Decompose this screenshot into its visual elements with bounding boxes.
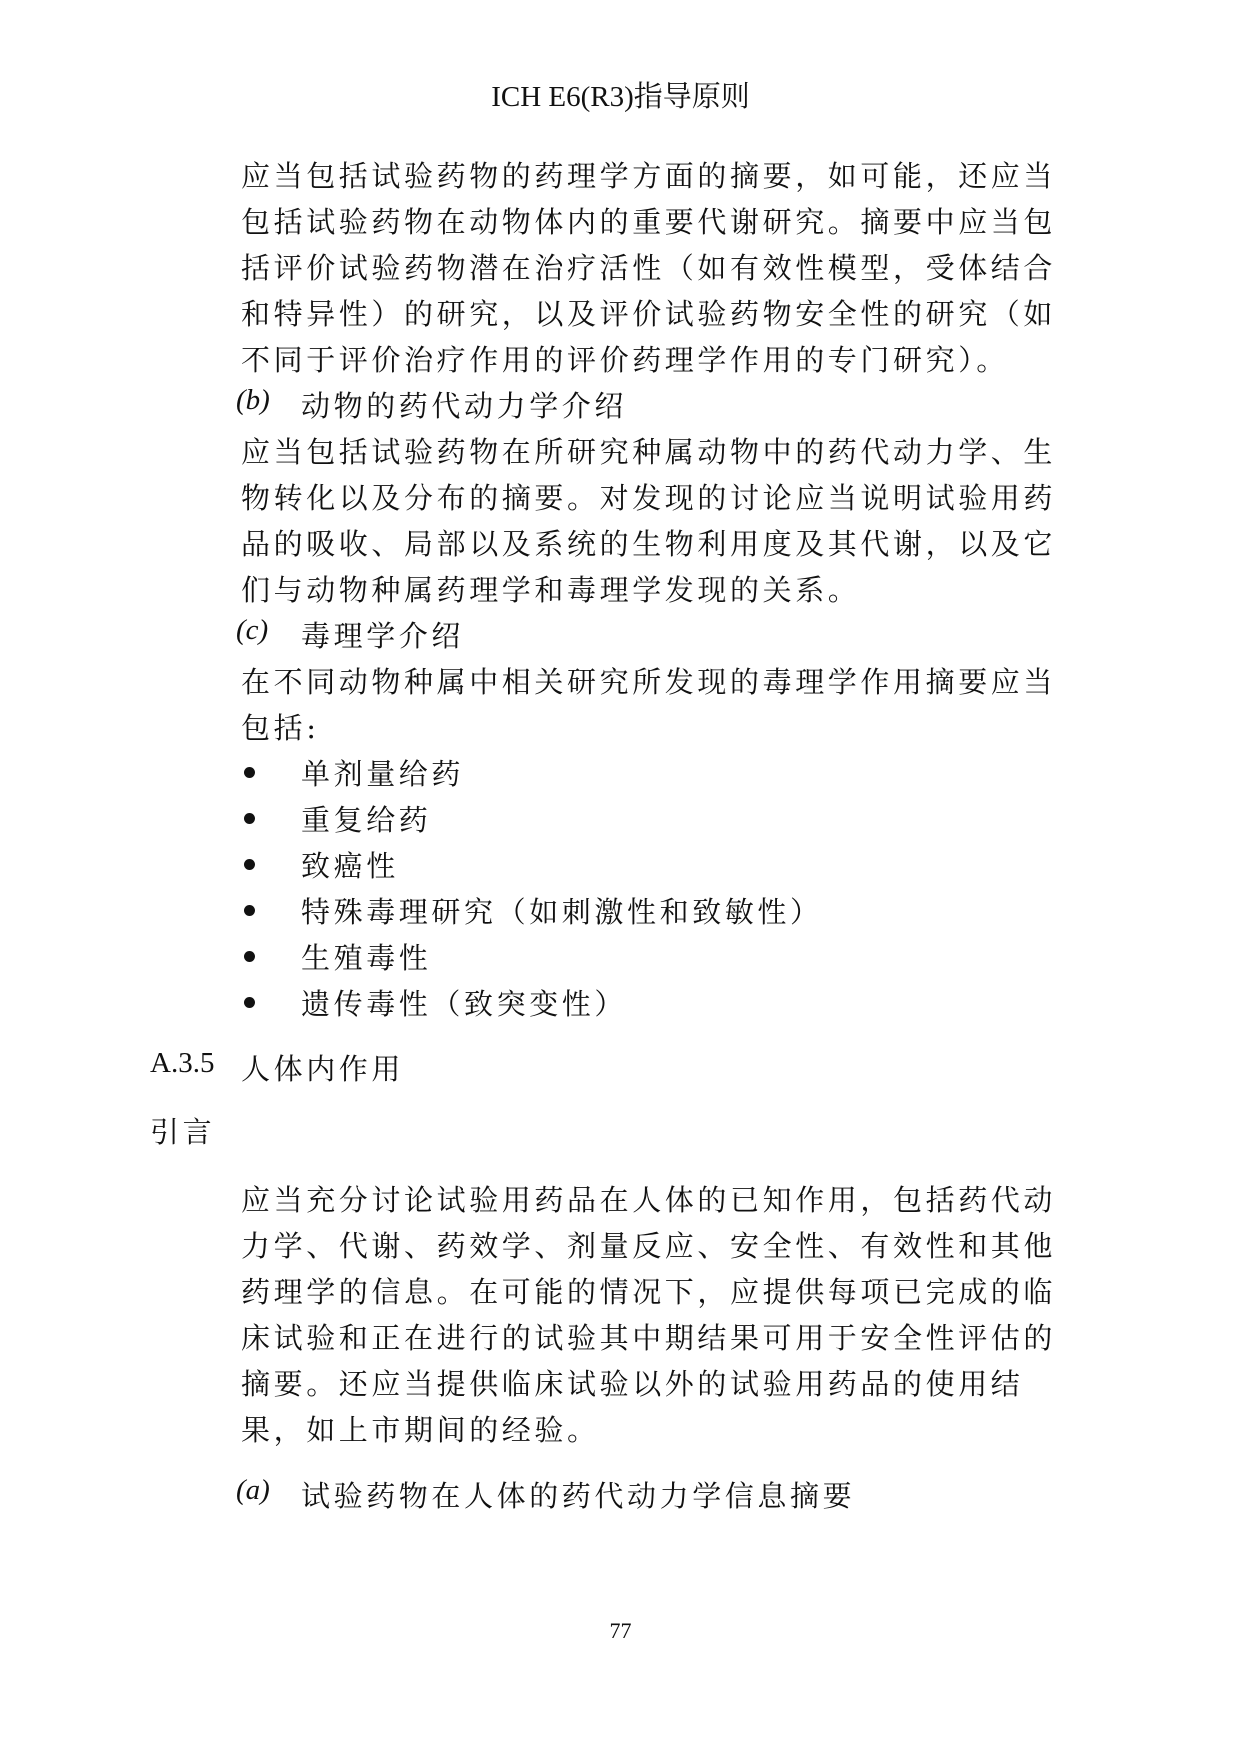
list-item: 单剂量给药	[301, 757, 465, 791]
list-item: 特殊毒理研究（如刺激性和致敏性）	[301, 895, 823, 929]
page-number: 77	[609, 1618, 632, 1643]
paragraph-line: 括评价试验药物潜在治疗活性（如有效性模型，受体结合	[241, 251, 1057, 285]
bullet-icon	[244, 813, 255, 824]
list-item: 遗传毒性（致突变性）	[301, 987, 628, 1021]
bullet-icon	[244, 997, 255, 1008]
subsection-a-label: (a)	[236, 1474, 270, 1506]
paragraph-line: 和特异性）的研究，以及评价试验药物安全性的研究（如	[241, 297, 1057, 331]
section-number: A.3.5	[150, 1047, 215, 1079]
paragraph-line: 包括:	[241, 711, 320, 745]
bullet-icon	[244, 767, 255, 778]
subsection-c-label: (c)	[236, 614, 269, 646]
subsection-b-title: 动物的药代动力学介绍	[301, 389, 628, 423]
intro-heading: 引言	[150, 1115, 216, 1149]
paragraph-line: 应当包括试验药物在所研究种属动物中的药代动力学、生	[241, 435, 1057, 469]
document-header: ICH E6(R3)指导原则	[491, 81, 750, 113]
paragraph-line: 们与动物种属药理学和毒理学发现的关系。	[241, 573, 861, 607]
paragraph-line: 包括试验药物在动物体内的重要代谢研究。摘要中应当包	[241, 205, 1057, 239]
paragraph-line: 药理学的信息。在可能的情况下，应提供每项已完成的临	[241, 1275, 1057, 1309]
list-item: 重复给药	[301, 803, 432, 837]
list-item: 生殖毒性	[301, 941, 432, 975]
paragraph-line: 床试验和正在进行的试验其中期结果可用于安全性评估的	[241, 1321, 1057, 1355]
subsection-c-title: 毒理学介绍	[301, 619, 465, 653]
paragraph-line: 在不同动物种属中相关研究所发现的毒理学作用摘要应当	[241, 665, 1057, 699]
bullet-icon	[244, 951, 255, 962]
bullet-icon	[244, 859, 255, 870]
paragraph-line: 力学、代谢、药效学、剂量反应、安全性、有效性和其他	[241, 1229, 1057, 1263]
paragraph-line: 不同于评价治疗作用的评价药理学作用的专门研究）。	[241, 343, 1009, 377]
paragraph-line: 应当包括试验药物的药理学方面的摘要，如可能，还应当	[241, 159, 1057, 193]
list-item: 致癌性	[301, 849, 399, 883]
bullet-icon	[244, 905, 255, 916]
paragraph-line: 物转化以及分布的摘要。对发现的讨论应当说明试验用药	[241, 481, 1057, 515]
section-title: 人体内作用	[241, 1052, 405, 1086]
subsection-b-label: (b)	[236, 384, 270, 416]
subsection-a-title: 试验药物在人体的药代动力学信息摘要	[301, 1479, 856, 1513]
paragraph-line: 果，如上市期间的经验。	[241, 1413, 600, 1447]
paragraph-line: 品的吸收、局部以及系统的生物利用度及其代谢，以及它	[241, 527, 1057, 561]
paragraph-line: 应当充分讨论试验用药品在人体的已知作用，包括药代动	[241, 1183, 1057, 1217]
paragraph-line: 摘要。还应当提供临床试验以外的试验用药品的使用结	[241, 1367, 1024, 1401]
